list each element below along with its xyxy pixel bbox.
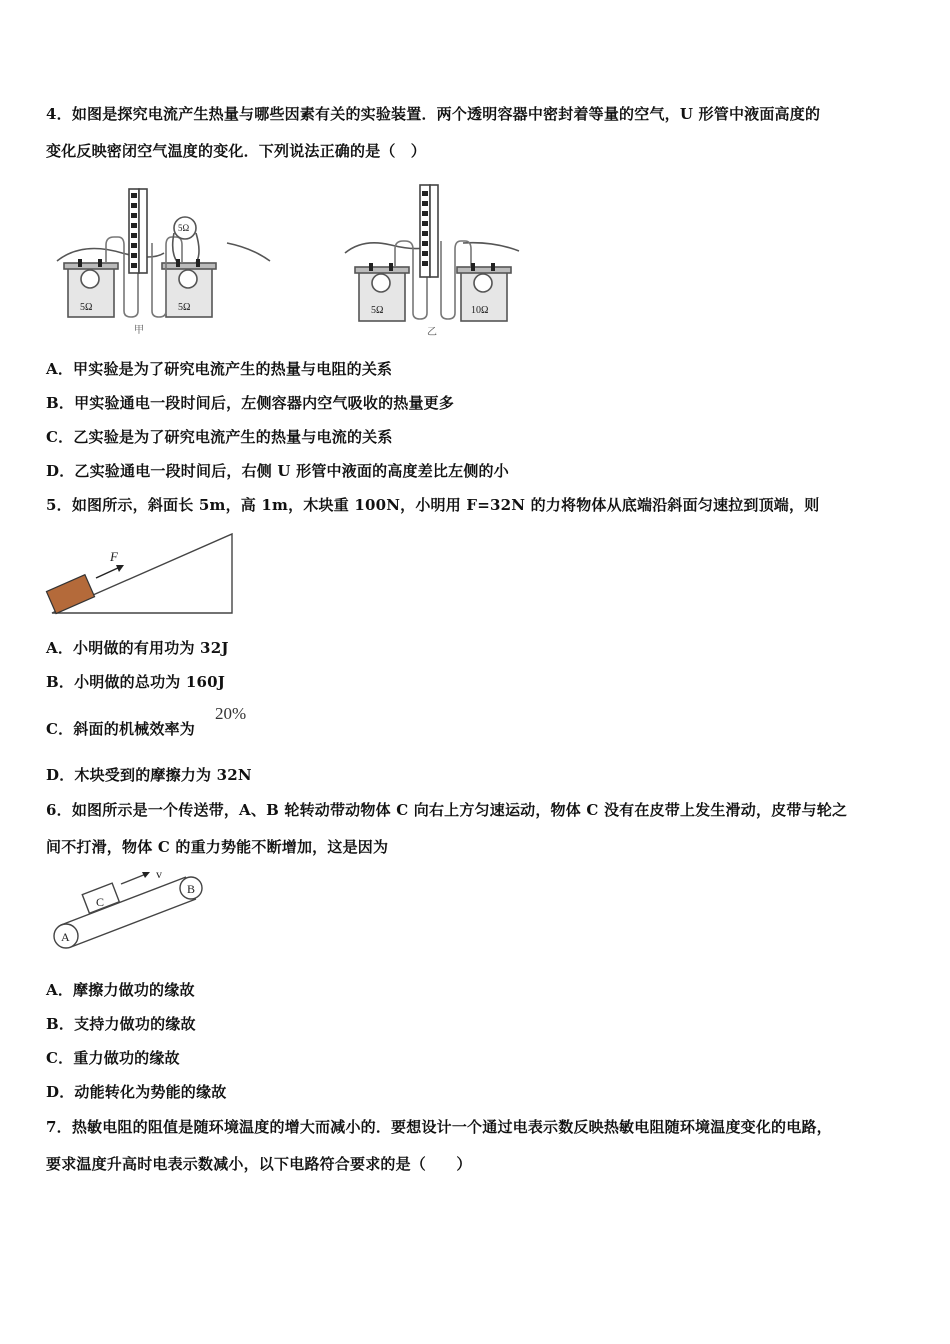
q5-option-d: D．木块受到的摩擦力为 32N: [46, 766, 252, 784]
q5-stem: 5．如图所示，斜面长 5m，高 1m，木块重 100N，小明用 F=32N 的力将物体从底端沿斜面匀速拉到顶端，则: [46, 496, 820, 514]
q6-wheel-b-label: B: [187, 882, 196, 896]
q5-force-label: F: [110, 549, 118, 564]
q6-conveyor-figure: [46, 866, 211, 956]
q4-option-a: A．甲实验是为了研究电流产生的热量与电阻的关系: [46, 360, 393, 378]
q4-yi-right-resistor: 10Ω: [471, 305, 489, 316]
q6-option-a: A．摩擦力做功的缘故: [46, 981, 195, 999]
q4-stem-line2: 变化反映密闭空气温度的变化．下列说法正确的是（ ）: [46, 142, 427, 160]
q6-stem-line2: 间不打滑，物体 C 的重力势能不断增加，这是因为: [46, 838, 389, 856]
q4-jia-right-resistor: 5Ω: [178, 302, 191, 313]
q5-option-c-value: 20%: [215, 704, 247, 723]
q4-stem-line1: 4．如图是探究电流产生热量与哪些因素有关的实验装置．两个透明容器中密封着等量的空气，U 形管中液面高度的: [46, 105, 821, 123]
q4-option-b: B．甲实验通电一段时间后，左侧容器内空气吸收的热量更多: [46, 394, 455, 412]
q6-option-b: B．支持力做功的缘故: [46, 1015, 196, 1033]
q6-velocity-label: v: [156, 867, 162, 881]
q7-stem-line1: 7．热敏电阻的阻值是随环境温度的增大而减小的．要想设计一个通过电表示数反映热敏电阻随环境温度变化的电路，: [46, 1118, 832, 1136]
q4-jia-extra-resistor: 5Ω: [178, 223, 190, 233]
q4-jia-caption: 甲: [134, 325, 144, 336]
q5-option-a: A．小明做的有用功为 32J: [46, 639, 229, 657]
q6-stem-line1: 6．如图所示是一个传送带，A、B 轮转动带动物体 C 向右上方匀速运动，物体 C 没有在皮带上发生滑动，皮带与轮之: [46, 801, 848, 819]
q5-option-c: C．斜面的机械效率为: [46, 720, 195, 738]
q4-option-d: D．乙实验通电一段时间后，右侧 U 形管中液面的高度差比左侧的小: [46, 462, 509, 480]
q6-option-d: D．动能转化为势能的缘故: [46, 1083, 227, 1101]
q4-figure-jia: [52, 183, 277, 338]
q5-option-b: B．小明做的总功为 160J: [46, 673, 226, 691]
q6-wheel-a-label: A: [61, 930, 70, 944]
q6-option-c: C．重力做功的缘故: [46, 1049, 180, 1067]
q7-stem-line2: 要求温度升高时电表示数减小，以下电路符合要求的是（ ）: [46, 1155, 472, 1173]
q4-yi-left-resistor: 5Ω: [371, 305, 384, 316]
q4-option-c: C．乙实验是为了研究电流产生的热量与电流的关系: [46, 428, 393, 446]
q4-jia-left-resistor: 5Ω: [80, 302, 93, 313]
q5-incline-figure: [44, 530, 240, 620]
q4-yi-caption: 乙: [427, 327, 437, 338]
q6-object-c-label: C: [96, 895, 105, 909]
q4-figure-yi: [343, 183, 528, 338]
